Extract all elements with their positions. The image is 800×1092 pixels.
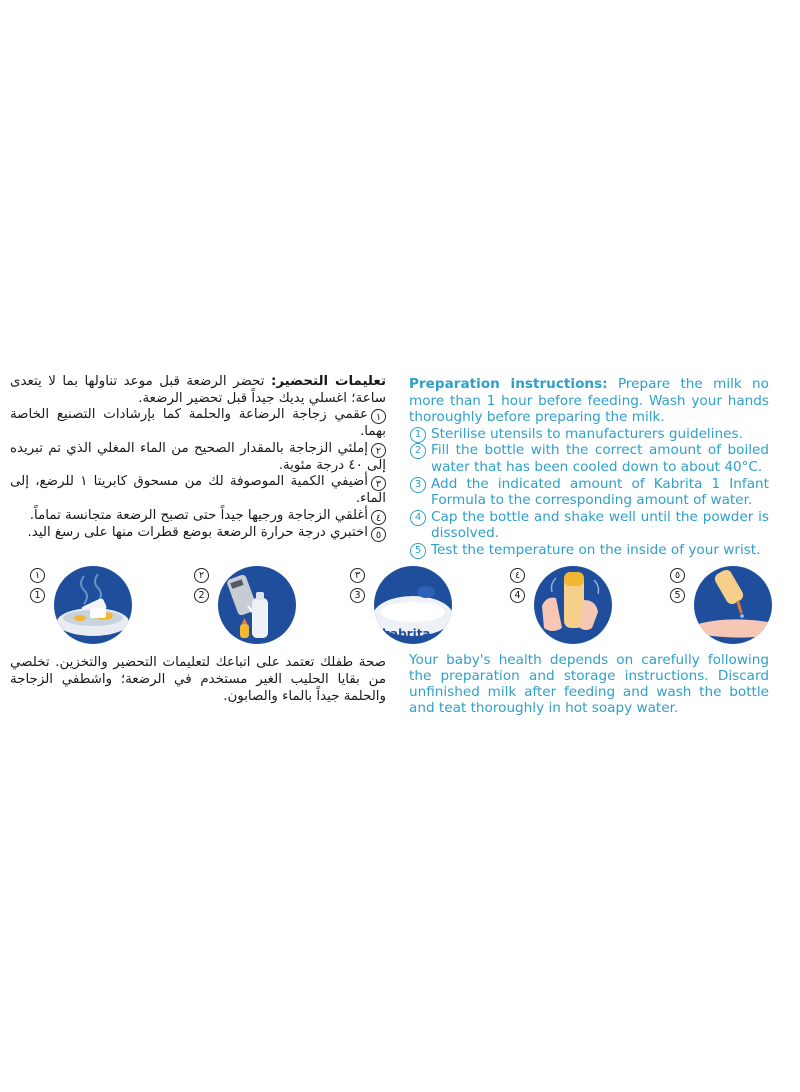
arabic-number-badge: ٣: [350, 568, 365, 583]
step-number-badge: ٢: [371, 443, 386, 458]
arabic-step: [10, 508, 386, 525]
sterilise-pot-icon: [54, 566, 132, 644]
illustration-step-3: [350, 562, 470, 648]
step-number-badge: ٣: [371, 476, 386, 491]
illustration-step-5: [670, 562, 790, 648]
arabic-footer: صحة طفلك تعتمد على اتباعك لتعليمات التحضير والتخزين. تخلصي من بقايا الحليب الغير مستخدم في الرضعة؛ واشطفي الزجاجة والحلمة جيداً بالماء والصابون.: [10, 655, 386, 704]
english-instructions: [409, 376, 769, 559]
illustration-row: [30, 562, 772, 648]
arabic-intro: تحضر الرضعة قبل موعد تناولها بما لا يتعدى ساعة؛ اغسلي يديك جيداً قبل تحضير الرضعة.: [10, 374, 386, 406]
step-number-badge: ٥: [371, 527, 386, 542]
arabic-step-text: أضيفي الكمية الموصوفة لك من مسحوق كابريتا ١ للرضع، إلى الماء.: [10, 474, 386, 507]
arabic-step-text: عقمي زجاجة الرضاعة والحلمة كما بإرشادات التصنيع الخاصة بهما.: [10, 407, 386, 440]
arabic-number-badge: ١: [30, 568, 45, 583]
english-step: [409, 509, 769, 542]
english-step: [409, 426, 769, 443]
arabic-number-badge: ٤: [510, 568, 525, 583]
english-number-badge: 1: [30, 588, 45, 603]
scoop-formula-icon: [374, 566, 452, 644]
arabic-step: [10, 407, 386, 441]
step-number-badge: ٤: [371, 510, 386, 525]
english-number-badge: 4: [510, 588, 525, 603]
english-intro: Prepare the milk no more than 1 hour before feeding. Wash your hands thoroughly before preparing the milk.: [409, 376, 769, 426]
shake-bottle-icon: [534, 566, 612, 644]
step-number-badge: 5: [410, 543, 426, 559]
arabic-heading: تعليمات التحضير:: [271, 374, 386, 389]
english-number-badge: 2: [194, 588, 209, 603]
english-step-text: Fill the bottle with the correct amount of boiled water that has been cooled down to about 40°C.: [431, 442, 769, 475]
arabic-number-badge: ٥: [670, 568, 685, 583]
arabic-intro-paragraph: [10, 374, 386, 407]
arabic-step-text: أغلقي الزجاجة ورجيها جيداً حتى تصبح الرضعة متجانسة تماماً.: [29, 507, 368, 523]
illustration-step-4: [510, 562, 630, 648]
arabic-instructions: [10, 374, 386, 542]
step-number-badge: 4: [410, 510, 426, 526]
english-step: [409, 542, 769, 559]
arabic-step: [10, 474, 386, 508]
wrist-test-icon: [694, 566, 772, 644]
step-number-badge: ١: [371, 409, 386, 424]
english-step-text: Cap the bottle and shake well until the powder is dissolved.: [431, 508, 769, 542]
arabic-step: [10, 441, 386, 475]
step-number-badge: 1: [410, 427, 426, 443]
english-step-text: Test the temperature on the inside of your wrist.: [431, 541, 761, 558]
english-number-badge: 3: [350, 588, 365, 603]
english-step-text: Sterilise utensils to manufacturers guidelines.: [431, 425, 743, 442]
english-step: [409, 476, 769, 509]
english-step-text: Add the indicated amount of Kabrita 1 Infant Formula to the corresponding amount of water.: [431, 475, 769, 509]
arabic-number-badge: ٢: [194, 568, 209, 583]
illustration-step-1: [30, 562, 150, 648]
illustration-step-2: [194, 562, 314, 648]
arabic-step-text: اختبري درجة حرارة الرضعة بوضع قطرات منها على رسغ اليد.: [27, 524, 368, 540]
step-number-badge: 2: [410, 443, 426, 459]
arabic-step: [10, 525, 386, 542]
english-footer: Your baby's health depends on carefully following the preparation and storage instructions. Discard unfinished milk after feeding and wash the bottle and teat thoroughly in hot soapy water.: [409, 652, 769, 716]
kettle-bottle-icon: [218, 566, 296, 644]
english-heading: Preparation instructions:: [409, 376, 608, 392]
english-step: [409, 442, 769, 475]
kabrita-logo: kabrita: [382, 627, 431, 641]
english-intro-paragraph: [409, 376, 769, 426]
step-number-badge: 3: [410, 477, 426, 493]
english-number-badge: 5: [670, 588, 685, 603]
arabic-step-text: إملئي الزجاجة بالمقدار الصحيح من الماء المغلي الذي تم تبريده إلى ٤٠ درجة مئوية.: [10, 440, 386, 473]
